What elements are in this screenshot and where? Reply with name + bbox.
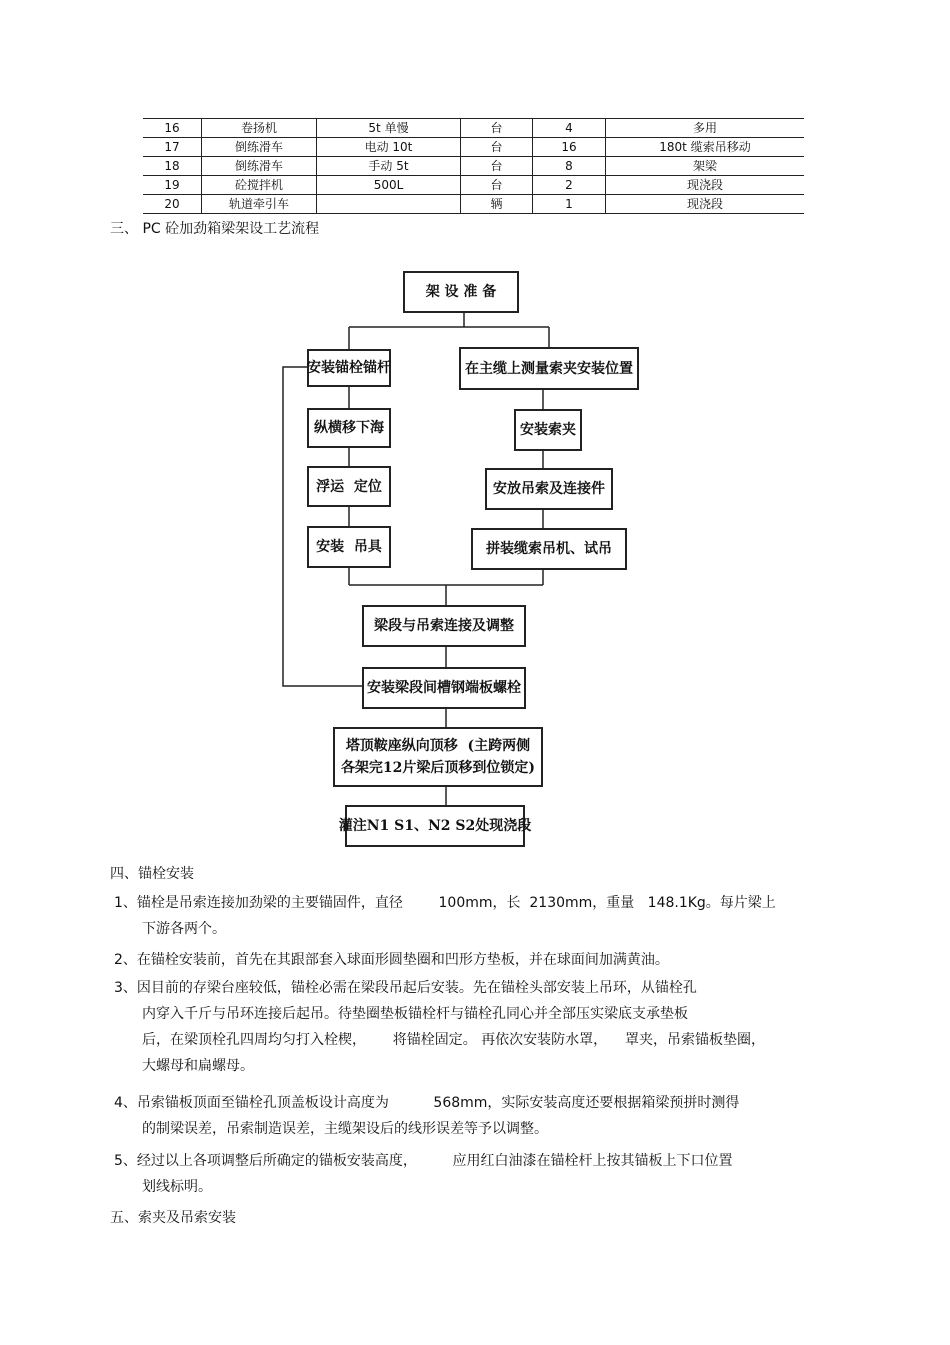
flow-label: 安装锚栓锚杆 <box>307 360 391 376</box>
paragraph-2 <box>114 947 669 973</box>
table-cell: 电动 10t <box>317 138 461 157</box>
section-3-heading: 三、 PC 砼加劲箱梁架设工艺流程 <box>110 221 320 237</box>
flow-label: 安装 吊具 <box>316 539 382 555</box>
flow-left-step-3 <box>307 466 391 507</box>
flow-jack-box <box>333 727 543 787</box>
section-4-heading: 四、锚栓安装 <box>110 866 194 882</box>
flow-label: 架 设 准 备 <box>425 284 497 300</box>
flow-label: 塔顶鞍座纵向顶移 (主跨两侧 <box>345 738 531 754</box>
flow-left-step-2 <box>307 408 391 448</box>
table-cell: 砼搅拌机 <box>202 176 317 195</box>
table-cell: 台 <box>461 157 533 176</box>
flow-pour-box <box>338 805 532 847</box>
table-cell: 卷扬机 <box>202 119 317 138</box>
flow-label: 拼装缆索吊机、试吊 <box>486 541 612 557</box>
flow-label: 浮运 定位 <box>316 478 382 495</box>
flow-label: 纵横移下海 <box>314 420 384 436</box>
flow-label: 各架完12片梁后顶移到位锁定) <box>340 760 536 776</box>
table-cell: 架梁 <box>606 157 805 176</box>
paragraph-5 <box>114 1148 733 1200</box>
text-line: 后，在梁顶栓孔四周均匀打入栓楔， 将锚栓固定。 再依次安装防水罩， 罩夹，吊索锚板垫圈， <box>142 1032 765 1048</box>
table-cell: 手动 5t <box>317 157 461 176</box>
table-cell: 8 <box>533 157 606 176</box>
paragraph-3 <box>114 975 765 1079</box>
flow-label: 灌注N1 S1、N2 S2处现浇段 <box>338 818 532 834</box>
table-cell: 倒练滑车 <box>202 157 317 176</box>
flow-connect-box <box>362 605 526 647</box>
table-cell: 多用 <box>606 119 805 138</box>
text-line: 2、在锚栓安装前，首先在其跟部套入球面形圆垫圈和凹形方垫板，并在球面间加满黄油。 <box>114 952 669 968</box>
text-line: 下游各两个。 <box>142 921 226 937</box>
table-cell: 辆 <box>461 195 533 214</box>
table-cell: 台 <box>461 119 533 138</box>
table-cell: 500L <box>317 176 461 195</box>
paragraph-4 <box>114 1090 739 1142</box>
table-cell: 现浇段 <box>606 195 805 214</box>
flow-right-step-1 <box>459 347 639 390</box>
text-line: 的制梁误差，吊索制造误差，主缆架设后的线形误差等予以调整。 <box>142 1121 548 1137</box>
text-line: 5、经过以上各项调整后所确定的锚板安装高度， 应用红白油漆在锚栓杆上按其锚板上下口位置 <box>114 1153 733 1169</box>
table-cell: 20 <box>143 195 202 214</box>
table-cell: 轨道牵引车 <box>202 195 317 214</box>
text-line: 内穿入千斤与吊环连接后起吊。待垫圈垫板锚栓杆与锚栓孔同心并全部压实梁底支承垫板 <box>142 1006 688 1022</box>
table-cell: 17 <box>143 138 202 157</box>
flow-left-step-4 <box>307 526 391 568</box>
text-line: 3、因目前的存梁台座较低，锚栓必需在梁段吊起后安装。先在锚栓头部安装上吊环，从锚栓孔 <box>114 980 697 996</box>
flow-label: 安装梁段间槽钢端板螺栓 <box>367 680 521 696</box>
flow-bolt-box <box>362 667 526 709</box>
text-line: 划线标明。 <box>142 1179 212 1195</box>
table-cell: 2 <box>533 176 606 195</box>
paragraph-1 <box>114 890 776 942</box>
flow-label: 梁段与吊索连接及调整 <box>374 618 514 634</box>
table-cell: 16 <box>143 119 202 138</box>
text-line: 4、吊索锚板顶面至锚栓孔顶盖板设计高度为 568mm，实际安装高度还要根据箱梁预拼时测得 <box>114 1095 740 1111</box>
text-line: 1、锚栓是吊索连接加劲梁的主要锚固件，直径 100mm，长 2130mm，重量 148.1Kg。每片梁上 <box>114 895 776 911</box>
table-cell: 倒练滑车 <box>202 138 317 157</box>
table-cell: 4 <box>533 119 606 138</box>
table-cell: 19 <box>143 176 202 195</box>
flow-right-step-4 <box>471 528 627 570</box>
table-cell: 18 <box>143 157 202 176</box>
table-cell: 16 <box>533 138 606 157</box>
flow-prep-box <box>403 271 519 313</box>
table-cell: 台 <box>461 138 533 157</box>
flow-label: 安放吊索及连接件 <box>493 481 605 497</box>
flow-right-step-2 <box>514 409 582 451</box>
table-cell: 台 <box>461 176 533 195</box>
flow-label: 在主缆上测量索夹安装位置 <box>465 360 633 377</box>
section-5-heading: 五、索夹及吊索安装 <box>110 1210 236 1226</box>
flow-right-step-3 <box>485 468 613 510</box>
flow-label: 安装索夹 <box>520 422 576 438</box>
table-cell: 5t 单慢 <box>317 119 461 138</box>
table-cell: 180t 缆索吊移动 <box>606 138 805 157</box>
table-cell: 1 <box>533 195 606 214</box>
flow-left-step-1 <box>307 349 391 387</box>
text-line: 大螺母和扁螺母。 <box>142 1058 254 1074</box>
table-cell: 现浇段 <box>606 176 805 195</box>
